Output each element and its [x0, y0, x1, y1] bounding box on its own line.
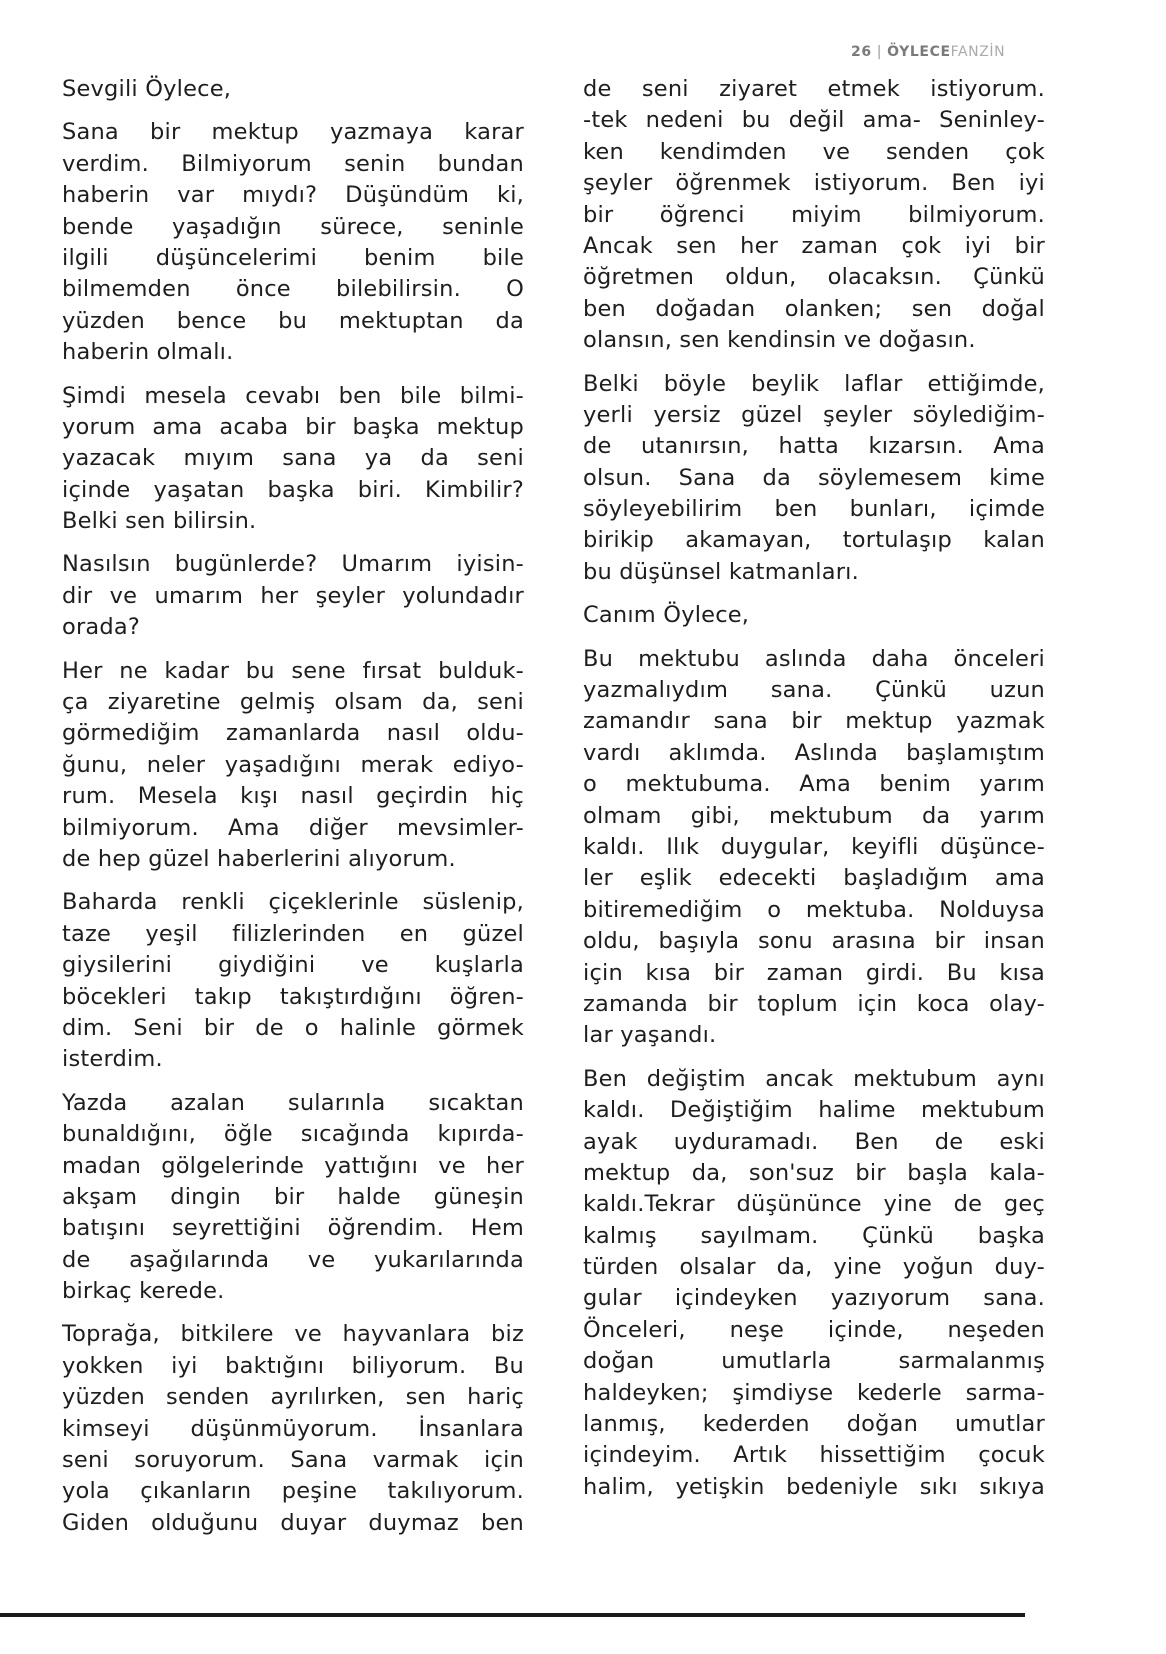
text-line: ğunu, neler yaşadığını merak ediyo-	[62, 751, 524, 778]
text-line: için kısa bir zaman girdi. Bu kısa	[583, 959, 1045, 986]
paragraph	[583, 644, 1045, 1052]
text-line: böcekleri takıp takıştırdığını öğren-	[62, 983, 524, 1010]
paragraph	[62, 887, 524, 1075]
text-line: Sana bir mektup yazmaya karar	[62, 119, 524, 146]
text-line: dir ve umarım her şeyler yolundadır	[62, 582, 524, 609]
text-line: ben doğadan olanken; sen doğal	[583, 295, 1045, 322]
text-line: yola çıkanların peşine takılıyorum.	[62, 1478, 524, 1505]
text-line: bir öğrenci miyim bilmiyorum.	[583, 201, 1045, 228]
right-text-column	[583, 74, 1045, 1515]
text-line: ayak uyduramadı. Ben de eski	[583, 1128, 1045, 1155]
text-line: olmam gibi, mektubum da yarım	[583, 802, 1045, 829]
text-line: Her ne kadar bu sene fırsat bulduk-	[62, 657, 524, 684]
text-line: içinde yaşatan başka biri. Kimbilir?	[62, 476, 524, 503]
text-line: olsun. Sana da söylemesem kime	[583, 464, 1045, 491]
text-line: halim, yetişkin bedeniyle sıkı sıkıya	[583, 1473, 1045, 1500]
text-line: Yazda azalan sularınla sıcaktan	[62, 1089, 524, 1116]
text-line: birkaç kerede.	[62, 1278, 225, 1305]
text-line: lanmış, kederden doğan umutlar	[583, 1411, 1045, 1438]
text-line: -tek nedeni bu değil ama- Seninley-	[583, 107, 1045, 134]
text-line: kaldı. Değiştiğim halime mektubum	[583, 1097, 1045, 1124]
text-line: gular içindeyken yazıyorum sana.	[583, 1285, 1045, 1312]
text-line: haldeyken; şimdiyse kederle sarma-	[583, 1379, 1045, 1406]
magazine-brand: ÖYLECE	[887, 44, 951, 60]
text-line: rum. Mesela kışı nasıl geçirdin hiç	[62, 783, 524, 810]
text-line: türden olsalar da, yine yoğun duy-	[583, 1254, 1045, 1281]
paragraph	[62, 1319, 524, 1539]
text-line: yüzden bence bu mektuptan da	[62, 307, 524, 334]
text-line: Toprağa, bitkilere ve hayvanlara biz	[62, 1321, 524, 1348]
text-line: öğretmen oldun, olacaksın. Çünkü	[583, 264, 1045, 291]
text-line: akşam dingin bir halde güneşin	[62, 1183, 524, 1210]
running-header	[851, 44, 1005, 60]
text-line: Nasılsın bugünlerde? Umarım iyisin-	[62, 551, 524, 578]
text-line: birikip akamayan, tortulaşıp kalan	[583, 527, 1045, 554]
text-line: ça ziyaretine gelmiş olsam da, seni	[62, 689, 524, 716]
text-line: doğan umutlarla sarmalanmış	[583, 1348, 1045, 1375]
text-line: zamanda bir toplum için koca olay-	[583, 990, 1045, 1017]
text-line: vardı aklımda. Aslında başlamıştım	[583, 739, 1045, 766]
text-line: seni soruyorum. Sana varmak için	[62, 1447, 524, 1474]
text-line: orada?	[62, 614, 141, 641]
text-line: Ancak sen her zaman çok iyi bir	[583, 232, 1045, 259]
paragraph	[62, 381, 524, 538]
footer-rule	[0, 1613, 1025, 1617]
paragraph	[62, 549, 524, 643]
page-number: 26	[851, 44, 872, 60]
text-line: Ben değiştim ancak mektubum aynı	[583, 1065, 1045, 1092]
text-line: Şimdi mesela cevabı ben bile bilmi-	[62, 382, 524, 409]
text-line: de hep güzel haberlerini alıyorum.	[62, 845, 456, 872]
paragraph	[583, 369, 1045, 589]
text-line: de aşağılarında ve yukarılarında	[62, 1246, 524, 1273]
text-line: kalmış sayılmam. Çünkü başka	[583, 1222, 1045, 1249]
header-separator: |	[876, 44, 883, 60]
text-line: yazmalıydım sana. Çünkü uzun	[583, 677, 1045, 704]
text-line: zamandır sana bir mektup yazmak	[583, 708, 1045, 735]
text-line: kimseyi düşünmüyorum. İnsanlara	[62, 1415, 524, 1442]
text-line: oldu, başıyla sonu arasına bir insan	[583, 928, 1045, 955]
text-line: ilgili düşüncelerimi benim bile	[62, 244, 524, 271]
text-line: Önceleri, neşe içinde, neşeden	[583, 1316, 1045, 1343]
paragraph	[583, 74, 1045, 357]
text-line: şeyler öğrenmek istiyorum. Ben iyi	[583, 170, 1045, 197]
text-line: verdim. Bilmiyorum senin bundan	[62, 150, 524, 177]
text-line: bitiremediğim o mektuba. Nolduysa	[583, 896, 1045, 923]
text-line: lar yaşandı.	[583, 1022, 717, 1049]
text-line: mektup da, son'suz bir başla kala-	[583, 1159, 1045, 1186]
text-line: olansın, sen kendinsin ve doğasın.	[583, 327, 976, 354]
text-line: haberin var mıydı? Düşündüm ki,	[62, 182, 524, 209]
text-line: batışını seyrettiğini öğrendim. Hem	[62, 1215, 524, 1242]
text-line: taze yeşil filizlerinden en güzel	[62, 920, 524, 947]
paragraph	[583, 600, 1045, 631]
text-line: haberin olmalı.	[62, 339, 234, 366]
paragraph	[583, 1064, 1045, 1503]
text-line: Baharda renkli çiçeklerinle süslenip,	[62, 889, 524, 916]
text-line: de seni ziyaret etmek istiyorum.	[583, 76, 1045, 102]
paragraph	[62, 117, 524, 368]
text-line: Bu mektubu aslında daha önceleri	[583, 645, 1045, 672]
text-line: söyleyebilirim ben bunları, içimde	[583, 496, 1045, 523]
text-line: bu düşünsel katmanları.	[583, 558, 859, 585]
text-line: de utanırsın, hatta kızarsın. Ama	[583, 433, 1045, 460]
text-line: içindeyim. Artık hissettiğim çocuk	[583, 1442, 1045, 1469]
text-line: isterdim.	[62, 1046, 163, 1073]
text-line: Giden olduğunu duyar duymaz ben	[62, 1509, 524, 1536]
paragraph	[62, 656, 524, 876]
paragraph	[62, 1088, 524, 1308]
text-line: kaldı. Ilık duygular, keyifli düşünce-	[583, 833, 1045, 860]
text-line: ler eşlik edecekti başladığım ama	[583, 865, 1045, 892]
text-line: bilmiyorum. Ama diğer mevsimler-	[62, 814, 524, 841]
text-line: Belki böyle beylik laflar ettiğimde,	[583, 370, 1045, 397]
text-line: yerli yersiz güzel şeyler söylediğim-	[583, 401, 1045, 428]
text-line: Belki sen bilirsin.	[62, 508, 257, 535]
text-line: giysilerini giydiğini ve kuşlarla	[62, 952, 524, 979]
text-line: dim. Seni bir de o halinle görmek	[62, 1014, 524, 1041]
text-line: bende yaşadığın sürece, seninle	[62, 213, 524, 240]
text-line: yorum ama acaba bir başka mektup	[62, 413, 524, 440]
text-line: Sevgili Öylece,	[62, 76, 232, 102]
text-line: yazacak mıyım sana ya da seni	[62, 445, 524, 472]
text-line: kaldı.Tekrar düşününce yine de geç	[583, 1191, 1045, 1218]
text-line: o mektubuma. Ama benim yarım	[583, 771, 1045, 798]
text-line: yüzden senden ayrılırken, sen hariç	[62, 1384, 524, 1411]
text-line: ken kendimden ve senden çok	[583, 138, 1045, 165]
text-line: görmediğim zamanlarda nasıl oldu-	[62, 720, 524, 747]
text-line: bilmemden önce bilebilirsin. O	[62, 276, 524, 303]
paragraph	[62, 74, 524, 105]
text-line: Canım Öylece,	[583, 602, 750, 629]
text-line: bunaldığını, öğle sıcağında kıpırda-	[62, 1121, 524, 1148]
magazine-section: FANZİN	[950, 44, 1006, 60]
text-line: madan gölgelerinde yattığını ve her	[62, 1152, 524, 1179]
left-text-column	[62, 74, 524, 1551]
text-line: yokken iyi baktığını biliyorum. Bu	[62, 1352, 524, 1379]
